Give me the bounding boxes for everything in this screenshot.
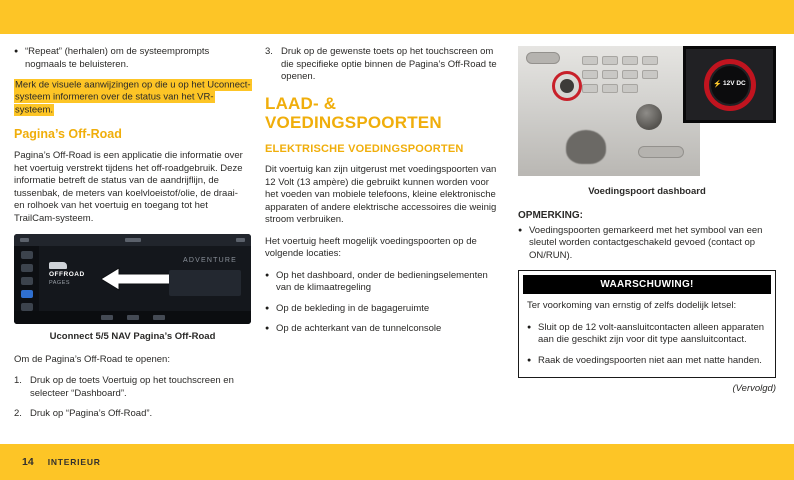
status-chip (236, 238, 245, 242)
status-chip (125, 238, 141, 242)
status-chip (20, 238, 29, 242)
warning-body (523, 294, 771, 367)
numbered-step (14, 408, 251, 421)
bullet-icon: ● (265, 325, 270, 333)
warning-title: WAARSCHUWING! (523, 275, 771, 294)
bullet-icon: ● (527, 356, 532, 364)
bullet-text: Op het dashboard, onder de bedieningselementen van de klimaatregeling (276, 269, 488, 294)
power-port-inset-zoom (683, 46, 776, 123)
bullet-text: Voedingspoorten gemarkeerd met het symbool van een sleutel worden contactgeschakeld gevoed (contact op ON/RUN). (529, 224, 763, 261)
figure-caption: Voedingspoort dashboard (588, 186, 706, 197)
dashboard-photo (518, 46, 700, 176)
step-text: Druk op de gewenste toets op het touchscreen om die specifieke optie binnen de Pagina’s Off-Road te openen. (281, 46, 497, 83)
warning-intro: Ter voorkoming van ernstig of zelfs dodelijk letsel: (527, 300, 737, 311)
numbered-step (265, 46, 503, 84)
phone-icon (21, 277, 33, 285)
bullet-text: Sluit op de 12 volt-aansluitcontacten alleen apparaten aan die geschikt zijn voor dit type aansluitcontact. (538, 321, 765, 346)
button-row (582, 56, 658, 65)
rotary-knob (636, 104, 662, 130)
dashboard-photo-figure (518, 46, 776, 176)
step-text: Druk op de toets Voertuig op het touchscreen en selecteer “Dashboard”. (30, 375, 234, 399)
step-number: 3. (265, 46, 273, 57)
paragraph-locations-intro: Het voertuig heeft mogelijk voedingspoorten op de volgende locaties: (265, 235, 477, 260)
top-accent-band (0, 0, 794, 34)
left-arrow-icon (101, 266, 177, 292)
step-text: Druk op “Pagina’s Off-Road”. (30, 408, 153, 420)
section-heading-offroad: Pagina’s Off-Road (14, 126, 122, 141)
lightning-bolt-icon: ⚡ (713, 80, 722, 88)
figure-caption: Uconnect 5/5 NAV Pagina’s Off-Road (49, 331, 216, 343)
bullet-icon: ● (265, 271, 270, 279)
column-left (14, 46, 251, 429)
footer-band (0, 444, 794, 480)
button-row (582, 70, 658, 79)
numbered-step (14, 375, 251, 400)
continued-label: (Vervolgd) (732, 383, 776, 395)
bullet-text: Op de bekleding in de bagageruimte (276, 302, 430, 314)
climate-chip (101, 315, 113, 320)
climate-chip (127, 315, 139, 320)
step-number: 1. (14, 375, 22, 387)
gear-shifter (566, 130, 606, 164)
console-trim (638, 146, 684, 158)
warning-box (518, 270, 776, 378)
note-heading: OPMERKING: (518, 209, 583, 221)
offroad-label: OFFROAD (49, 271, 85, 279)
paragraph-ports-intro: Dit voertuig kan zijn uitgerust met voedingspoorten van 12 Volt (13 ampère) die gebruikt kunnen worden voor het voeden van mobiele telefoons, kleine elektronische apparaten of andere elektrische accessoires die weinig stroom verbruiken. (265, 164, 497, 226)
bullet-text: Raak de voedingspoorten niet aan met natte handen. (538, 354, 762, 366)
step-number: 2. (14, 408, 22, 420)
bullet-text: “Repeat” (herhalen) om de systeemprompts nogmaals te beluisteren. (25, 46, 210, 70)
offroad-pages-badge (49, 262, 85, 287)
list-item (527, 322, 767, 347)
vehicle-glyph-icon (49, 262, 67, 269)
adventure-label: ADVENTURE (183, 257, 237, 265)
list-item (14, 46, 251, 71)
column-middle (265, 46, 503, 344)
paragraph-open-intro: Om de Pagina’s Off-Road te openen: (14, 353, 170, 365)
uconnect-main-area (39, 246, 251, 311)
list-item (265, 270, 503, 295)
climate-chip (153, 315, 165, 320)
list-item (518, 225, 776, 263)
red-highlight-ring (704, 59, 756, 111)
list-item (265, 323, 503, 336)
uconnect-sidebar (14, 246, 39, 311)
bullet-icon: ● (265, 304, 270, 312)
media-icon (21, 264, 33, 272)
power-port-cap (711, 66, 749, 104)
paragraph-offroad-intro: Pagina’s Off-Road is een applicatie die informatie over het voertuig verstrekt tijdens het off-roadgebruik. Deze informatie betreft de status van de aandrijflijn, de tussenbak, de meters van koelvloeistof/olie, de draai- en rolhoek van het voertuig en toegang tot het TrailCam-systeem. (14, 150, 243, 224)
bullet-icon: ● (527, 323, 532, 331)
settings-icon (21, 303, 33, 311)
section-heading-power-ports: ELEKTRISCHE VOEDINGSPOORTEN (265, 142, 464, 155)
bullet-text: Op de achterkant van de tunnelconsole (276, 323, 442, 335)
dashboard-vent (526, 52, 560, 64)
list-item (265, 303, 503, 316)
chapter-heading: LAAD- & VOEDINGSPOORTEN (265, 93, 442, 132)
port-cap-label: 12V DC (722, 80, 746, 88)
bullet-icon: ● (14, 48, 19, 55)
highlight-text: Merk de visuele aanwijzingen op die u op het Uconnect-systeem informeren over de status van het VR-systeem. (15, 79, 251, 116)
nav-icon (21, 251, 33, 259)
page-number: 14 (22, 456, 34, 468)
column-right (518, 46, 776, 396)
highlighted-paragraph (14, 79, 251, 117)
list-item (527, 355, 767, 368)
button-row (582, 84, 638, 93)
pages-label: PAGES (49, 279, 71, 286)
uconnect-screen-image (14, 234, 251, 324)
bullet-icon: ● (518, 226, 523, 234)
highlight-circle (552, 71, 582, 101)
uconnect-widget-panel (169, 270, 241, 296)
footer-section-label: INTERIEUR (47, 457, 101, 467)
uconnect-climate-bar (14, 311, 251, 324)
vehicle-icon (21, 290, 33, 298)
uconnect-statusbar (14, 234, 251, 246)
